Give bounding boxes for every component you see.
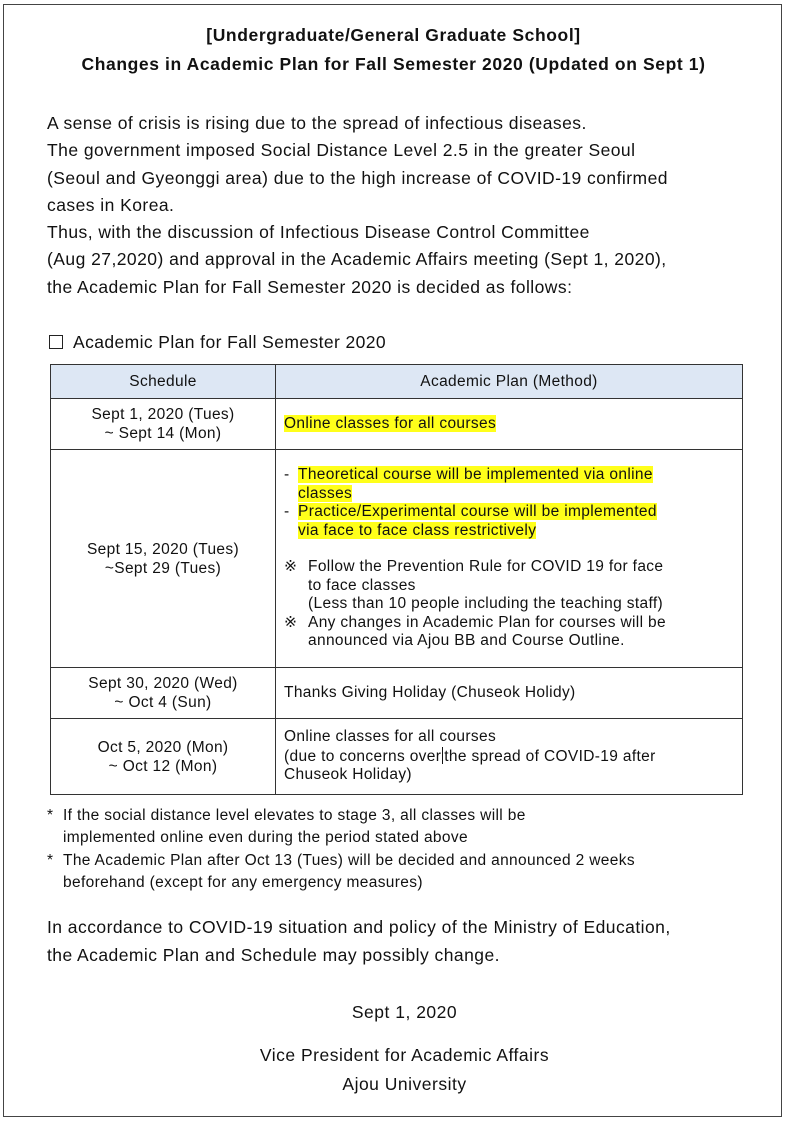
plan-text: (due to concerns over bbox=[284, 747, 442, 765]
schedule-cell bbox=[51, 719, 276, 795]
academic-plan-table bbox=[50, 364, 743, 795]
schedule-cell bbox=[51, 668, 276, 719]
reference-mark: ※ bbox=[284, 613, 298, 631]
footnote-line: implemented online even during the period stated above bbox=[63, 829, 468, 847]
intro-line: A sense of crisis is rising due to the spread of infectious diseases. bbox=[47, 113, 587, 133]
footnote-mark: * bbox=[47, 807, 54, 824]
highlighted-plan: Online classes for all courses bbox=[284, 414, 497, 432]
plan-cell bbox=[276, 450, 743, 668]
title-line-1: [Undergraduate/General Graduate School] bbox=[206, 25, 581, 45]
footnote-item bbox=[47, 850, 747, 895]
note-line: Any changes in Academic Plan for courses will be bbox=[308, 613, 666, 631]
schedule-end: ~ Oct 4 (Sun) bbox=[114, 694, 212, 711]
footnote-mark: * bbox=[47, 851, 54, 869]
intro-line: the Academic Plan for Fall Semester 2020 is decided as follows: bbox=[47, 276, 573, 297]
table-row bbox=[51, 450, 743, 668]
schedule-start: Sept 1, 2020 (Tues) bbox=[91, 406, 235, 423]
header-academic-plan: Academic Plan (Method) bbox=[276, 365, 743, 399]
highlighted-text: Theoretical course will be implemented via online bbox=[298, 466, 653, 484]
highlighted-text: Practice/Experimental course will be implemented bbox=[298, 503, 657, 521]
checkbox-square-icon bbox=[49, 335, 63, 349]
intro-line: (Seoul and Gyeonggi area) due to the high increase of COVID-19 confirmed bbox=[47, 167, 668, 188]
footnote-line: beforehand (except for any emergency measures) bbox=[63, 874, 423, 892]
plan-text: the spread of COVID-19 after bbox=[444, 747, 656, 765]
plan-cell bbox=[276, 719, 743, 795]
intro-line: The government imposed Social Distance Level 2.5 in the greater Seoul bbox=[47, 140, 636, 161]
footnote-line: The Academic Plan after Oct 13 (Tues) will be decided and announced 2 weeks bbox=[63, 851, 635, 869]
signature-org: Ajou University bbox=[342, 1074, 467, 1094]
note-line: announced via Ajou BB and Course Outline. bbox=[308, 632, 625, 650]
title-line-2: Changes in Academic Plan for Fall Semester 2020 (Updated on Sept 1) bbox=[81, 54, 706, 74]
section-heading bbox=[47, 332, 386, 353]
highlighted-text: classes bbox=[298, 484, 353, 502]
note-line: Follow the Prevention Rule for COVID 19 for face bbox=[308, 558, 664, 576]
intro-paragraph bbox=[47, 110, 757, 301]
plan-line: Online classes for all courses bbox=[284, 728, 497, 746]
document-date: Sept 1, 2020 bbox=[351, 1002, 458, 1022]
dash-mark: - bbox=[284, 503, 290, 521]
plan-line bbox=[284, 747, 734, 767]
header-schedule: Schedule bbox=[51, 365, 276, 399]
section-heading-text: Academic Plan for Fall Semester 2020 bbox=[73, 332, 387, 352]
schedule-start: Sept 15, 2020 (Tues) bbox=[86, 540, 240, 558]
schedule-end: ~Sept 29 (Tues) bbox=[104, 559, 222, 577]
signature-title: Vice President for Academic Affairs bbox=[259, 1045, 550, 1065]
plan-item bbox=[284, 466, 734, 503]
schedule-end: ~ Oct 12 (Mon) bbox=[108, 757, 218, 775]
intro-line: (Aug 27,2020) and approval in the Academic Affairs meeting (Sept 1, 2020), bbox=[47, 249, 667, 270]
schedule-start: Sept 30, 2020 (Wed) bbox=[88, 675, 238, 692]
schedule-cell bbox=[51, 399, 276, 450]
table-row bbox=[51, 668, 743, 719]
plan-line: Chuseok Holiday) bbox=[284, 766, 412, 784]
reference-mark: ※ bbox=[284, 558, 298, 576]
plan-item bbox=[284, 503, 734, 540]
note-item bbox=[284, 558, 734, 614]
note-line: to face classes bbox=[308, 576, 416, 594]
closing-line: the Academic Plan and Schedule may possibly change. bbox=[47, 944, 500, 965]
schedule-start: Oct 5, 2020 (Mon) bbox=[97, 738, 229, 756]
note-item bbox=[284, 614, 734, 651]
intro-line: Thus, with the discussion of Infectious Disease Control Committee bbox=[47, 222, 590, 243]
closing-line: In accordance to COVID-19 situation and policy of the Ministry of Education, bbox=[47, 917, 671, 937]
table-header-row bbox=[51, 365, 743, 399]
note-line: (Less than 10 people including the teaching staff) bbox=[308, 595, 664, 613]
intro-line: cases in Korea. bbox=[47, 194, 175, 215]
plan-cell: Thanks Giving Holiday (Chuseok Holidy) bbox=[276, 668, 743, 719]
table-row bbox=[51, 719, 743, 795]
dash-mark: - bbox=[284, 466, 290, 484]
footnotes bbox=[47, 805, 747, 895]
schedule-cell bbox=[51, 450, 276, 668]
plan-cell bbox=[276, 399, 743, 450]
closing-paragraph bbox=[47, 914, 767, 969]
highlighted-text: via face to face class restrictively bbox=[298, 521, 537, 539]
schedule-end: ~ Sept 14 (Mon) bbox=[104, 425, 222, 442]
footnote-item bbox=[47, 805, 747, 850]
table-row bbox=[51, 399, 743, 450]
footnote-line: If the social distance level elevates to stage 3, all classes will be bbox=[63, 807, 526, 824]
